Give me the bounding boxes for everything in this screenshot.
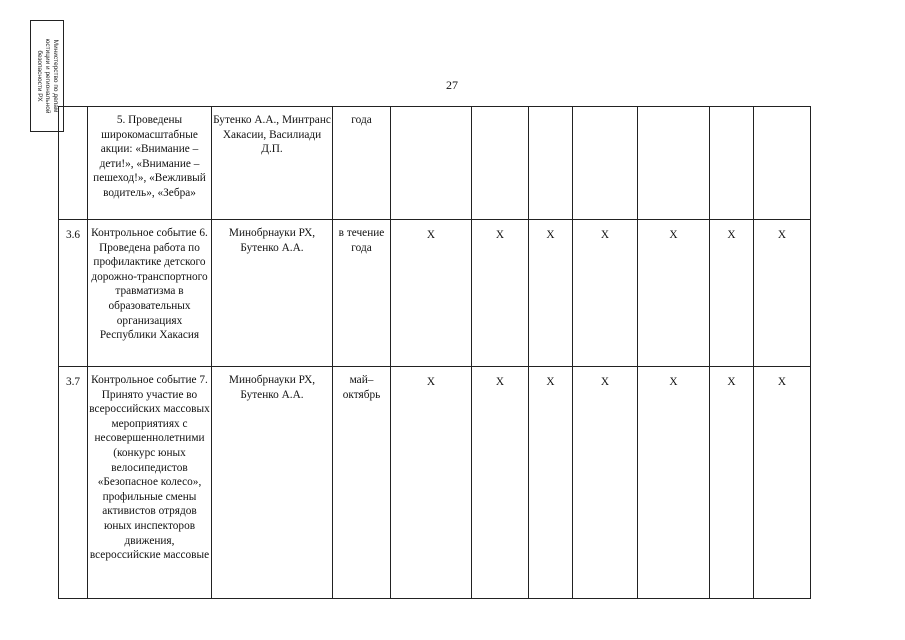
- table-row: [59, 220, 811, 367]
- mark-cell: Х: [472, 367, 529, 599]
- mark-cell: Х: [754, 220, 811, 367]
- mark-cell: [391, 107, 472, 220]
- stamp-line: безопасности РХ: [36, 50, 43, 102]
- stamp-line: Министерство по делам: [52, 39, 59, 113]
- mark-cell: Х: [638, 367, 710, 599]
- mark-cell: [472, 107, 529, 220]
- row-executors: Бутенко А.А., Минтранс Хакасии, Василиади Д.П.: [212, 107, 333, 220]
- page-number: 27: [446, 78, 458, 92]
- mark-cell: [754, 107, 811, 220]
- mark-cell: Х: [710, 367, 754, 599]
- mark-cell: Х: [710, 220, 754, 367]
- row-number: [59, 107, 88, 220]
- row-number: 3.7: [59, 367, 88, 599]
- mark-cell: [529, 107, 573, 220]
- mark-cell: Х: [391, 367, 472, 599]
- mark-cell: Х: [391, 220, 472, 367]
- table-row: [59, 367, 811, 599]
- row-term: в течение года: [333, 220, 391, 367]
- mark-cell: Х: [573, 367, 638, 599]
- row-term: года: [333, 107, 391, 220]
- stamp-text: [35, 22, 59, 130]
- mark-cell: Х: [472, 220, 529, 367]
- row-number: 3.6: [59, 220, 88, 367]
- row-term: май–октябрь: [333, 367, 391, 599]
- event-description: Контрольное событие 7. Принято участие во всероссийских массовых мероприятиях с несовершеннолетними (конкурс юных велосипедистов «Безопасное колесо», профильные смены активистов отрядов юных инспекторов движения, всероссийские массовые: [88, 367, 212, 599]
- mark-cell: [638, 107, 710, 220]
- mark-cell: [573, 107, 638, 220]
- table-row: [59, 107, 811, 220]
- stamp-line: юстиции и региональной: [44, 38, 51, 114]
- event-description: Контрольное событие 6. Проведена работа по профилактике детского дорожно-транспортного травматизма в образовательных организациях Республики Хакасия: [88, 220, 212, 367]
- mark-cell: Х: [573, 220, 638, 367]
- plan-table: [58, 106, 811, 599]
- mark-cell: Х: [529, 367, 573, 599]
- mark-cell: Х: [754, 367, 811, 599]
- mark-cell: Х: [638, 220, 710, 367]
- row-executors: Минобрнауки РХ, Бутенко А.А.: [212, 367, 333, 599]
- row-executors: Минобрнауки РХ, Бутенко А.А.: [212, 220, 333, 367]
- mark-cell: Х: [529, 220, 573, 367]
- event-description: 5. Проведены широкомасштабные акции: «Внимание – дети!», «Внимание – пешеход!», «Вежливый водитель», «Зебра»: [88, 107, 212, 220]
- mark-cell: [710, 107, 754, 220]
